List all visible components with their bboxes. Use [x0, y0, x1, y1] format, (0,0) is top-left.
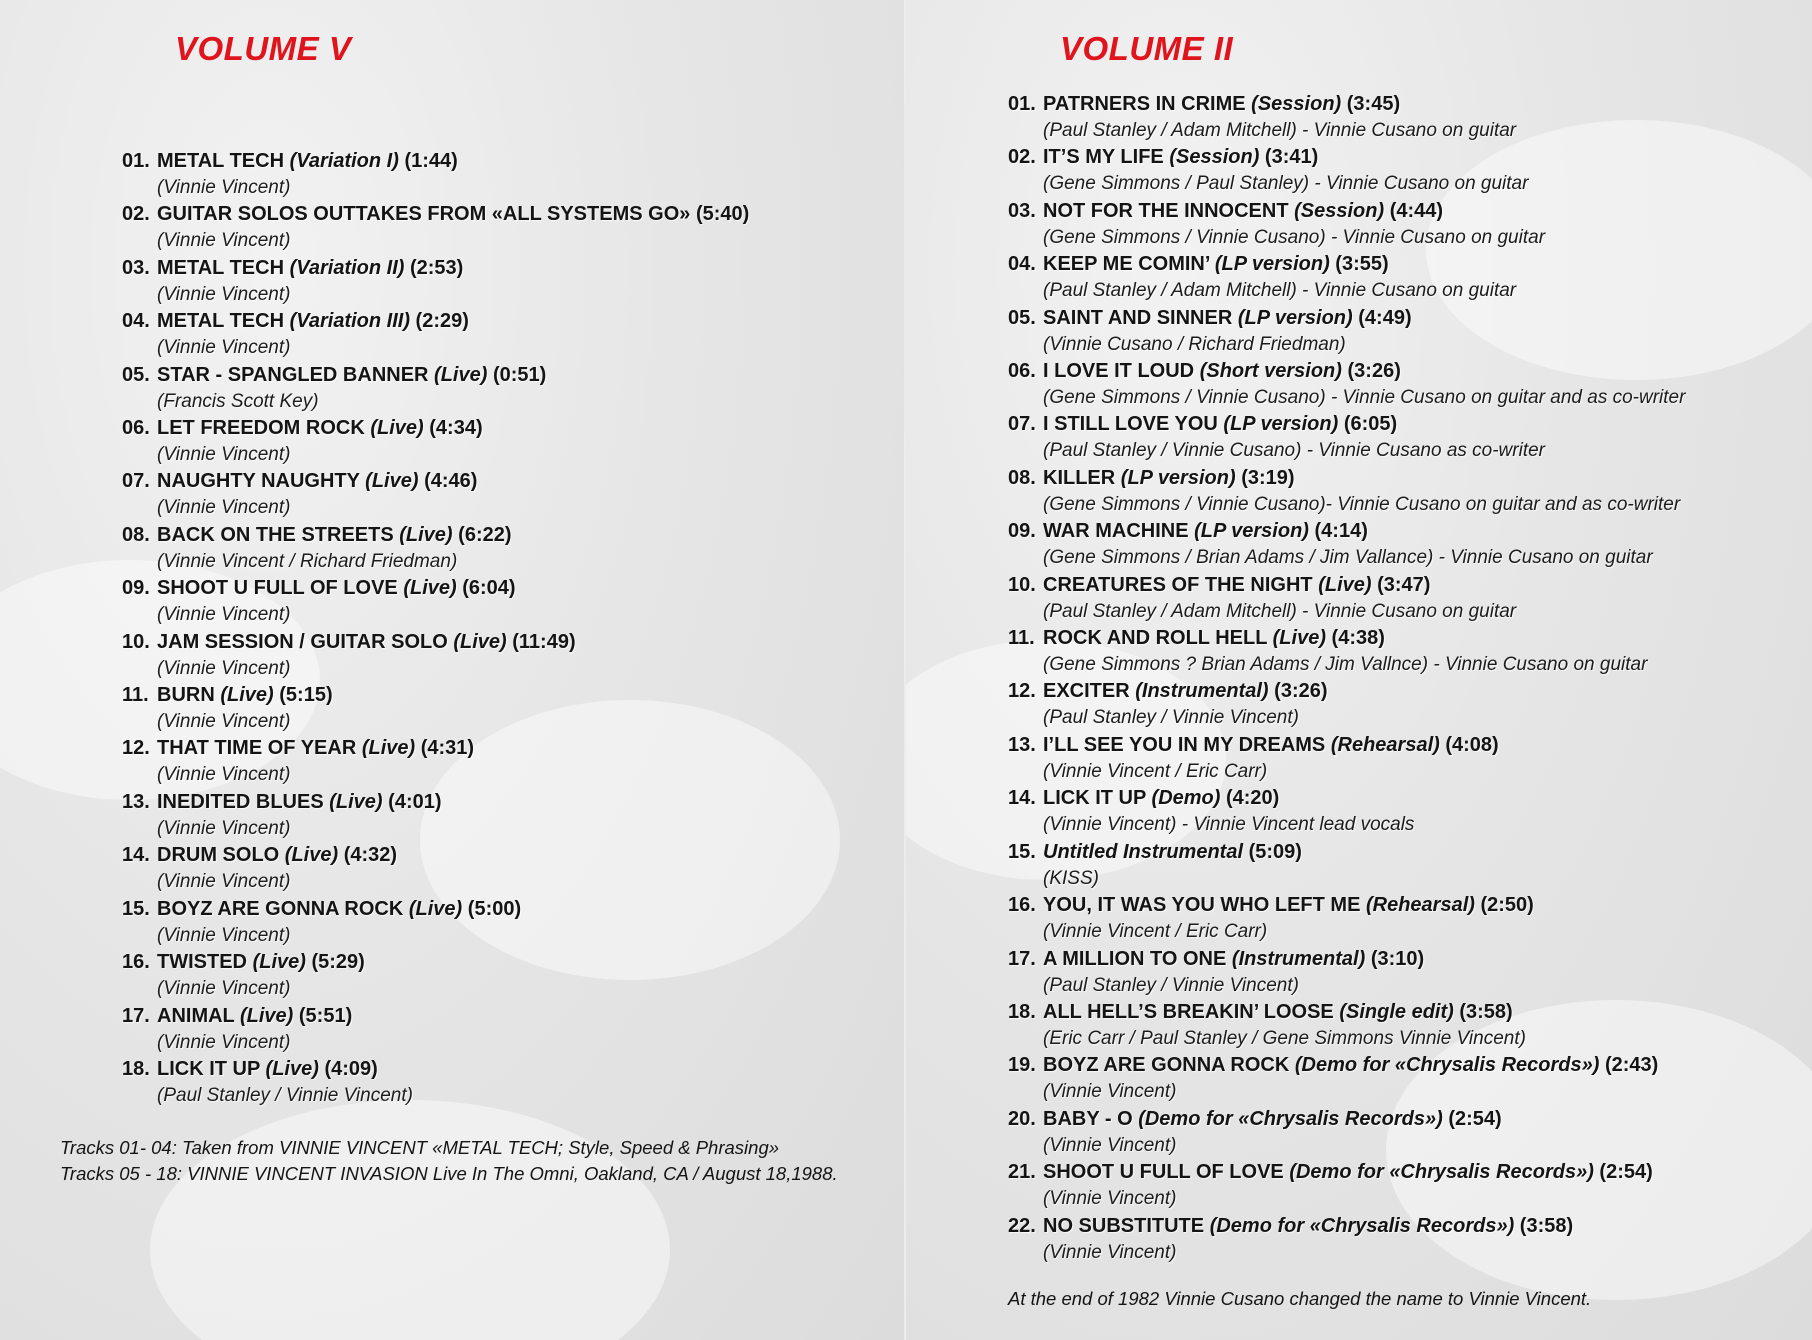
track-item [1008, 732, 1685, 785]
track-credit: (Francis Scott Key) [157, 390, 319, 412]
track-duration: (6:05) [1343, 413, 1398, 436]
track-item [122, 415, 749, 468]
track-number: 13. [1008, 733, 1036, 756]
track-number: 14. [122, 844, 150, 867]
track-item [1008, 465, 1685, 518]
track-item [122, 1003, 749, 1056]
track-title: EXCITER [1043, 680, 1130, 703]
track-duration: (2:53) [409, 256, 464, 279]
track-duration: (4:09) [324, 1057, 378, 1080]
track-credit: (Vinnie Vincent) [157, 924, 291, 946]
track-version: (Session) [1169, 146, 1260, 169]
track-credit: (Gene Simmons ? Brian Adams / Jim Vallnce) - Vinnie Cusano on guitar [1043, 654, 1648, 676]
track-duration: (5:09) [1248, 840, 1302, 863]
track-number: 11. [122, 684, 149, 707]
track-title: BACK ON THE STREETS [157, 523, 394, 546]
track-version: (Live) [361, 737, 416, 760]
track-number: 05. [1008, 306, 1036, 329]
track-duration: (6:22) [458, 523, 512, 546]
track-number: 19. [1008, 1054, 1036, 1077]
track-item [1008, 1159, 1685, 1212]
track-credit: (Vinnie Vincent) [1043, 1241, 1177, 1263]
track-title-line [1043, 358, 1685, 384]
track-version: (LP version) [1237, 306, 1353, 329]
track-title: A MILLION TO ONE [1043, 947, 1227, 970]
track-number: 11. [1008, 627, 1035, 650]
track-credit: (Vinnie Vincent) [1043, 1134, 1177, 1156]
track-duration: (4:49) [1358, 306, 1412, 329]
track-version: (Live) [220, 684, 274, 707]
track-number: 21. [1008, 1161, 1036, 1184]
track-item [122, 308, 749, 361]
track-duration: (4:34) [429, 417, 483, 440]
track-duration: (3:26) [1347, 360, 1401, 383]
track-version: (Demo for «Chrysalis Records») [1289, 1161, 1594, 1184]
track-duration: (2:50) [1480, 894, 1534, 917]
volume-v-title: VOLUME V [175, 30, 352, 67]
track-title: METAL TECH [157, 150, 285, 172]
track-version: (Single edit) [1339, 1000, 1454, 1023]
track-title: YOU, IT WAS YOU WHO LEFT ME [1043, 894, 1361, 917]
track-credit: (Gene Simmons / Vinnie Cusano)- Vinnie Cusano on guitar and as co-writer [1043, 493, 1681, 515]
track-title: THAT TIME OF YEAR [157, 737, 357, 760]
track-credit: (Gene Simmons / Brian Adams / Jim Vallance) - Vinnie Cusano on guitar [1043, 547, 1653, 569]
track-title-line [157, 789, 749, 815]
track-credit: (Vinnie Vincent) [157, 871, 291, 893]
track-version: (Live) [329, 790, 383, 813]
track-title: BABY - O [1043, 1107, 1133, 1130]
track-duration: (4:20) [1225, 787, 1280, 810]
track-duration: (3:41) [1264, 146, 1319, 169]
track-credit: (Vinnie Vincent / Richard Friedman) [157, 550, 458, 572]
track-title: TWISTED [157, 951, 247, 974]
track-title: INEDITED BLUES [157, 790, 324, 813]
track-title: IT’S MY LIFE [1043, 146, 1164, 169]
track-version: (Live) [434, 363, 488, 386]
track-number: 04. [1008, 253, 1036, 276]
track-number: 05. [122, 363, 150, 386]
track-item [122, 949, 749, 1002]
track-version: (LP version) [1223, 413, 1339, 436]
track-version: (Live) [252, 951, 306, 974]
track-version: (Live) [1318, 573, 1372, 596]
track-number: 13. [122, 790, 150, 813]
track-number: 01. [1008, 93, 1036, 115]
track-duration: (3:19) [1241, 466, 1295, 489]
track-title-line [1043, 946, 1685, 972]
track-title: BURN [157, 684, 215, 707]
volume-ii-footnote: At the end of 1982 Vinnie Cusano changed the name to Vinnie Vincent. [1008, 1288, 1592, 1309]
track-duration: (1:44) [404, 150, 458, 172]
track-credit: (Vinnie Vincent) [157, 764, 291, 786]
track-number: 09. [122, 577, 150, 600]
track-duration: (2:43) [1604, 1054, 1659, 1077]
track-credit: (Vinnie Vincent) [157, 497, 291, 519]
volume-ii-page [906, 0, 1812, 1340]
track-number: 06. [1008, 360, 1036, 383]
track-credit: (Vinnie Cusano / Richard Friedman) [1043, 333, 1346, 355]
track-duration: (4:44) [1389, 199, 1444, 222]
track-version: (Live) [408, 897, 463, 920]
track-credit: (Vinnie Vincent) [1043, 1081, 1177, 1103]
track-duration: (4:08) [1445, 733, 1499, 756]
source-note: Tracks 01- 04: Taken from VINNIE VINCENT «METAL TECH; Style, Speed & Phrasing» [60, 1137, 780, 1158]
track-item [122, 201, 749, 254]
track-title: CREATURES OF THE NIGHT [1043, 573, 1313, 596]
track-duration: (3:45) [1346, 93, 1401, 115]
track-title-line [1043, 144, 1685, 170]
track-title-line [1043, 411, 1685, 437]
track-number: 08. [1008, 466, 1036, 489]
track-title-line [157, 362, 749, 388]
track-credit: (Vinnie Vincent / Eric Carr) [1043, 921, 1268, 943]
track-number: 15. [122, 897, 150, 920]
track-item [1008, 625, 1685, 678]
track-title-line [157, 255, 749, 281]
track-title-line [157, 842, 749, 868]
track-title: BOYZ ARE GONNA ROCK [157, 897, 404, 920]
track-number: 02. [122, 203, 150, 226]
track-credit: (Paul Stanley / Vinnie Vincent) [157, 1084, 413, 1106]
track-title-line [157, 682, 749, 708]
track-title-line [157, 308, 749, 334]
track-title-line [157, 415, 749, 441]
track-item [122, 468, 749, 521]
track-title-line [1043, 198, 1685, 224]
track-number: 01. [122, 150, 150, 172]
track-item [1008, 946, 1685, 999]
track-credit: (Paul Stanley / Adam Mitchell) - Vinnie Cusano on guitar [1043, 600, 1517, 622]
track-title: BOYZ ARE GONNA ROCK [1043, 1054, 1290, 1077]
track-title-line [1043, 305, 1685, 331]
track-title-line [1043, 251, 1685, 277]
track-version: (Live) [284, 844, 339, 867]
track-number: 18. [122, 1057, 150, 1080]
source-note: Tracks 05 - 18: VINNIE VINCENT INVASION Live In The Omni, Oakland, CA / August 18,1988. [60, 1163, 838, 1184]
track-credit: (Vinnie Vincent) [157, 177, 291, 198]
track-title: LICK IT UP [1043, 787, 1146, 810]
track-title: ROCK AND ROLL HELL [1043, 627, 1268, 650]
track-credit: (Vinnie Vincent) [1043, 1188, 1177, 1210]
track-title-line [157, 522, 749, 548]
track-title: STAR - SPANGLED BANNER [157, 363, 429, 386]
track-title: GUITAR SOLOS OUTTAKES FROM «ALL SYSTEMS GO» [157, 203, 691, 226]
volume-v-tracklist [122, 148, 749, 1109]
track-credit: (Eric Carr / Paul Stanley / Gene Simmons Vinnie Vincent) [1043, 1027, 1526, 1049]
track-title-line [157, 735, 749, 761]
track-title: WAR MACHINE [1043, 520, 1189, 543]
track-credit: (Vinnie Vincent) [157, 283, 291, 305]
track-item [1008, 839, 1685, 892]
volume-ii-tracklist [1008, 91, 1685, 1266]
track-title-line [157, 896, 749, 922]
track-item [1008, 251, 1685, 304]
track-item [1008, 1213, 1685, 1266]
track-number: 16. [1008, 894, 1036, 917]
track-item [1008, 305, 1685, 358]
volume-v-page [0, 0, 904, 1340]
track-number: 20. [1008, 1107, 1036, 1130]
track-version: (Variation II) [289, 256, 405, 279]
track-version: (Instrumental) [1135, 680, 1269, 703]
track-version: Untitled Instrumental [1043, 840, 1244, 863]
track-version: (Demo for «Chrysalis Records») [1209, 1214, 1515, 1237]
track-title: JAM SESSION / GUITAR SOLO [157, 630, 448, 653]
track-title-line [157, 468, 749, 494]
track-title: ANIMAL [157, 1004, 235, 1027]
track-duration: (3:47) [1377, 573, 1431, 596]
track-title: ALL HELL’S BREAKIN’ LOOSE [1043, 1000, 1334, 1023]
track-credit: (Gene Simmons / Paul Stanley) - Vinnie Cusano on guitar [1043, 173, 1529, 195]
track-credit: (Vinnie Vincent) [157, 657, 291, 679]
track-version: (Demo for «Chrysalis Records») [1294, 1054, 1600, 1077]
track-version: (Instrumental) [1231, 947, 1366, 970]
track-item [1008, 1106, 1685, 1159]
track-item [122, 735, 749, 788]
track-version: (Live) [265, 1057, 319, 1080]
track-version: (Live) [365, 470, 419, 493]
track-item [122, 362, 749, 415]
track-version: (Session) [1251, 93, 1342, 115]
track-item [122, 629, 749, 682]
track-title: LICK IT UP [157, 1057, 260, 1080]
track-duration: (2:29) [415, 310, 469, 333]
track-number: 17. [1008, 947, 1036, 970]
track-item [1008, 1052, 1685, 1105]
track-number: 10. [1008, 573, 1036, 596]
track-duration: (3:55) [1335, 253, 1389, 276]
track-title-line [1043, 91, 1685, 117]
track-title: I LOVE IT LOUD [1043, 360, 1195, 383]
track-item [1008, 999, 1685, 1052]
track-item [1008, 572, 1685, 625]
track-item [1008, 91, 1685, 144]
track-title-line [157, 629, 749, 655]
track-credit: (Vinnie Vincent) [157, 337, 291, 359]
track-item [122, 682, 749, 735]
track-credit: (Vinnie Vincent) [157, 978, 291, 1000]
track-item [1008, 892, 1685, 945]
track-duration: (4:46) [424, 470, 478, 493]
track-title-line [1043, 1052, 1685, 1078]
track-title-line [1043, 839, 1685, 865]
track-number: 16. [122, 951, 150, 974]
track-title-line [157, 201, 749, 227]
track-duration: (5:40) [695, 203, 750, 226]
track-version: (Live) [370, 417, 424, 440]
track-duration: (3:58) [1459, 1000, 1513, 1023]
track-title-line [157, 1003, 749, 1029]
track-title-line [1043, 1106, 1685, 1132]
track-title: DRUM SOLO [157, 844, 280, 867]
track-duration: (3:58) [1519, 1214, 1574, 1237]
track-version: (Live) [453, 630, 507, 653]
track-item [122, 789, 749, 842]
volume-ii-title: VOLUME II [1060, 30, 1234, 67]
track-title-line [1043, 785, 1685, 811]
track-number: 14. [1008, 787, 1036, 810]
track-title: KILLER [1043, 466, 1116, 489]
track-title-line [1043, 892, 1685, 918]
track-version: (Demo) [1151, 787, 1221, 810]
track-number: 15. [1008, 840, 1036, 863]
track-number: 08. [122, 523, 150, 546]
track-item [1008, 785, 1685, 838]
track-credit: (Vinnie Vincent) [157, 817, 291, 839]
track-number: 07. [1008, 413, 1036, 436]
track-duration: (11:49) [512, 630, 576, 653]
track-credit: (Vinnie Vincent / Eric Carr) [1043, 760, 1268, 782]
volume-v-source-notes [60, 1135, 838, 1187]
track-title-line [157, 148, 749, 174]
track-version: (LP version) [1214, 253, 1330, 276]
track-title-line [1043, 518, 1685, 544]
track-item [1008, 518, 1685, 571]
track-item [1008, 411, 1685, 464]
track-title-line [1043, 625, 1685, 651]
track-credit: (Vinnie Vincent) [157, 230, 291, 252]
track-number: 03. [1008, 199, 1036, 222]
track-title: SAINT AND SINNER [1043, 306, 1233, 329]
track-title: NAUGHTY NAUGHTY [157, 470, 360, 493]
track-duration: (0:51) [492, 363, 547, 386]
track-title-line [1043, 465, 1685, 491]
track-item [1008, 678, 1685, 731]
track-title: SHOOT U FULL OF LOVE [1043, 1161, 1284, 1184]
track-title-line [1043, 732, 1685, 758]
track-item [122, 575, 749, 628]
track-item [122, 896, 749, 949]
track-version: (Short version) [1199, 360, 1342, 383]
track-item [1008, 198, 1685, 251]
track-duration: (4:38) [1331, 627, 1385, 650]
track-duration: (4:01) [388, 790, 442, 813]
track-item [122, 842, 749, 895]
track-number: 12. [122, 737, 150, 760]
track-item [122, 522, 749, 575]
track-credit: (Vinnie Vincent) [157, 604, 291, 626]
track-item [1008, 358, 1685, 411]
track-credit: (KISS) [1043, 867, 1099, 889]
track-title-line [1043, 999, 1685, 1025]
track-title-line [157, 1056, 749, 1082]
track-number: 03. [122, 256, 150, 279]
track-credit: (Paul Stanley / Vinnie Vincent) [1043, 707, 1299, 729]
track-number: 04. [122, 310, 150, 333]
track-title: PATRNERS IN CRIME [1043, 93, 1246, 115]
track-credit: (Paul Stanley / Adam Mitchell) - Vinnie Cusano on guitar [1043, 280, 1517, 302]
track-version: (Live) [399, 523, 453, 546]
track-duration: (5:51) [298, 1004, 353, 1027]
track-credit: (Gene Simmons / Vinnie Cusano) - Vinnie Cusano on guitar and as co-writer [1043, 387, 1686, 409]
track-credit: (Vinnie Vincent) [157, 1031, 291, 1053]
track-version: (LP version) [1120, 466, 1236, 489]
track-title-line [1043, 678, 1685, 704]
track-item [122, 1056, 749, 1109]
track-item [122, 148, 749, 201]
track-number: 12. [1008, 680, 1036, 703]
track-number: 07. [122, 470, 150, 493]
track-title-line [1043, 1213, 1685, 1239]
track-duration: (3:26) [1274, 680, 1328, 703]
track-number: 22. [1008, 1214, 1036, 1237]
track-number: 10. [122, 630, 150, 653]
track-title-line [157, 575, 749, 601]
track-title: I’LL SEE YOU IN MY DREAMS [1043, 733, 1326, 756]
track-duration: (5:29) [311, 951, 365, 974]
track-title: SHOOT U FULL OF LOVE [157, 577, 398, 600]
track-number: 18. [1008, 1000, 1036, 1023]
track-title: NO SUBSTITUTE [1043, 1214, 1205, 1237]
track-version: (Rehearsal) [1330, 733, 1440, 756]
track-title-line [1043, 572, 1685, 598]
track-item [122, 255, 749, 308]
track-number: 17. [122, 1004, 150, 1027]
track-version: (Demo for «Chrysalis Records») [1138, 1107, 1443, 1130]
track-version: (Live) [1272, 627, 1326, 650]
track-credit: (Vinnie Vincent) - Vinnie Vincent lead vocals [1043, 814, 1415, 836]
track-duration: (5:00) [467, 897, 522, 920]
track-credit: (Gene Simmons / Vinnie Cusano) - Vinnie Cusano on guitar [1043, 226, 1546, 248]
track-version: (Live) [239, 1004, 294, 1027]
track-title: I STILL LOVE YOU [1043, 413, 1218, 436]
track-version: (Session) [1294, 199, 1385, 222]
track-credit: (Paul Stanley / Vinnie Vincent) [1043, 974, 1299, 996]
track-duration: (6:04) [462, 577, 516, 600]
track-duration: (3:10) [1370, 947, 1425, 970]
track-duration: (4:14) [1314, 520, 1368, 543]
track-duration: (2:54) [1599, 1161, 1653, 1184]
track-duration: (2:54) [1448, 1107, 1502, 1130]
track-credit: (Paul Stanley / Adam Mitchell) - Vinnie Cusano on guitar [1043, 120, 1517, 141]
track-title: METAL TECH [157, 256, 285, 279]
track-version: (Variation III) [289, 310, 410, 333]
track-number: 06. [122, 417, 150, 440]
track-duration: (4:32) [343, 844, 398, 867]
track-duration: (4:31) [420, 737, 475, 760]
track-credit: (Paul Stanley / Vinnie Cusano) - Vinnie Cusano as co-writer [1043, 440, 1545, 462]
track-title: NOT FOR THE INNOCENT [1043, 199, 1289, 222]
track-version: (Variation I) [289, 150, 399, 172]
track-title-line [1043, 1159, 1685, 1185]
track-credit: (Vinnie Vincent) [157, 711, 291, 733]
track-duration: (5:15) [279, 684, 333, 707]
track-version: (Rehearsal) [1365, 894, 1475, 917]
track-credit: (Vinnie Vincent) [157, 444, 291, 466]
track-number: 09. [1008, 520, 1036, 543]
track-title: LET FREEDOM ROCK [157, 417, 365, 440]
track-title-line [157, 949, 749, 975]
track-version: (Live) [403, 577, 457, 600]
track-title: METAL TECH [157, 310, 285, 333]
track-item [1008, 144, 1685, 197]
track-number: 02. [1008, 146, 1036, 169]
track-title: KEEP ME COMIN’ [1043, 253, 1210, 276]
track-version: (LP version) [1194, 520, 1309, 543]
